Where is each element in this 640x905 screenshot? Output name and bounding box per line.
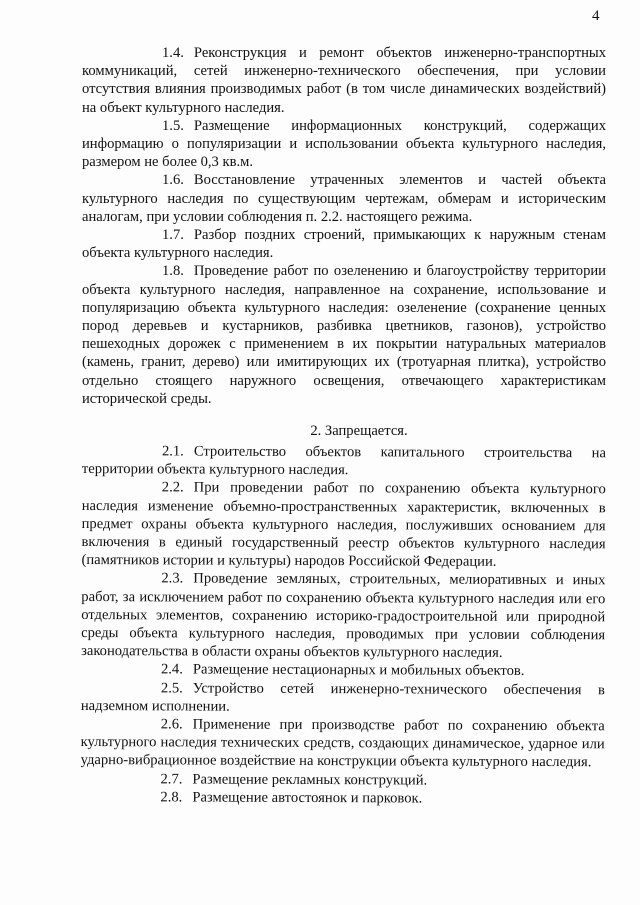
list-item: 2.8. Размещение автостоянок и парковок. [160,789,423,807]
list-item: 1.7. Разбор поздних строений, примыкающих к наружным стенам объекта культурного наследия. [82,227,606,262]
page-number: 4 [592,8,600,24]
section-heading: 2. Запрещается. [310,423,408,440]
document-body [82,44,606,806]
prohibited-list [80,442,606,808]
list-item: 2.1. Строительство объектов капитального строительства на территории объекта культурного наследия. [81,443,606,479]
list-item: 2.4. Размещение нестационарных и мобильных объектов. [160,662,525,680]
list-item: 2.3. Проведение земляных, строительных, мелиоративных и иных работ, за исключением работ по сохранению объекта культурного наследия или его отдельных элементов, сохранению историко-градостроительной или природной среды объекта культурного наследия, проводимых при условии соблюдения законодательства в области охраны объектов культурного наследия. [81,571,606,662]
list-item: 2.6. Применение при производстве работ по сохранению объекта культурного наследия технических средств, создающих динамическое, ударное или ударно-вибрационное воздействие на конструкции объекта культурного наследия. [80,716,605,771]
permitted-list [82,44,606,408]
list-item: 1.5. Размещение информационных конструкций, содержащих информацию о популяризации и использовании объекта культурного наследия, размером не более 0,3 кв.м. [82,117,606,171]
list-item: 1.4. Реконструкция и ремонт объектов инженерно-транспортных коммуникаций, сетей инженерно-технического обеспечения, при условии отсутствия влияния производимых работ (в том числе динамических воздействий) на объект культурного наследия. [82,45,606,116]
list-item: 2.5. Устройство сетей инженерно-технического обеспечения в надземном исполнении. [80,680,605,715]
list-item: 1.8. Проведение работ по озеленению и благоустройству территории объекта культурного наследия, направленное на сохранение, использование и популяризацию объекта культурного наследия: озеленение (сохранение ценных пород деревьев и кустарников, разбивка цветников, газонов), устройство пешеходных дорожек с применением в их покрытии натуральных материалов (камень, гранит, дерево) или имитирующих их (тротуарная плитка), устройство отдельно стоящего наружного освещения, отвечающего характеристикам исторической среды. [82,263,606,407]
section-gap [82,408,606,422]
list-item: 1.6. Восстановление утраченных элементов и частей объекта культурного наследия по существующим чертежам, обмерам и историческим аналогам, при условии соблюдения п. 2.2. настоящего режима. [82,172,606,225]
list-item: 2.7. Размещение рекламных конструкций. [160,771,428,789]
list-item: 2.2. При проведении работ по сохранению объекта культурного наследия изменение объемно-пространственных характеристик, включенных в предмет охраны объекта культурного наследия, послуживших основанием для включения в единый государственный реестр объектов культурного наследия (памятников истории и культуры) народов Российской Федерации. [81,480,606,571]
